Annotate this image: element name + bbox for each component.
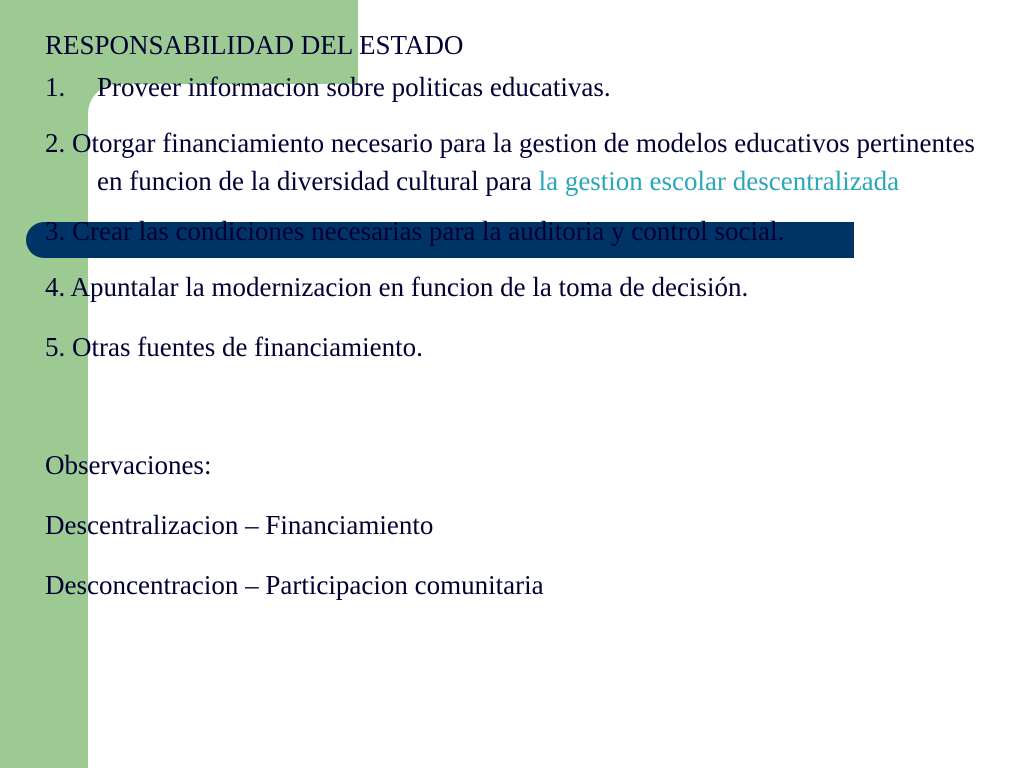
list-item-4: 4. Apuntalar la modernizacion en funcion de la toma de decisión. bbox=[45, 272, 749, 302]
slide-content bbox=[45, 26, 985, 604]
observation-2: Desconcentracion – Participacion comunitaria bbox=[45, 570, 544, 600]
list-item-1 bbox=[45, 68, 985, 106]
slide-title: RESPONSABILIDAD DEL ESTADO bbox=[45, 30, 464, 60]
list-item-3: 3. Crear las condiciones necesarias para la auditoria y control social. bbox=[45, 216, 785, 246]
observations-heading: Observaciones: bbox=[45, 450, 212, 480]
list-item-5: 5. Otras fuentes de financiamiento. bbox=[45, 332, 423, 362]
list-item-2-highlight: la gestion escolar descentralizada bbox=[538, 166, 900, 196]
list-item-2 bbox=[45, 124, 985, 200]
list-item-2-text: 2. Otorgar financiamiento necesario para la gestion de modelos educativos pertinentes en funcion de la diversidad cultural para bbox=[45, 128, 975, 196]
list-item-1-text: Proveer informacion sobre politicas educativas. bbox=[97, 72, 611, 102]
list-item-1-number: 1. bbox=[45, 72, 66, 102]
observation-1: Descentralizacion – Financiamiento bbox=[45, 510, 434, 540]
